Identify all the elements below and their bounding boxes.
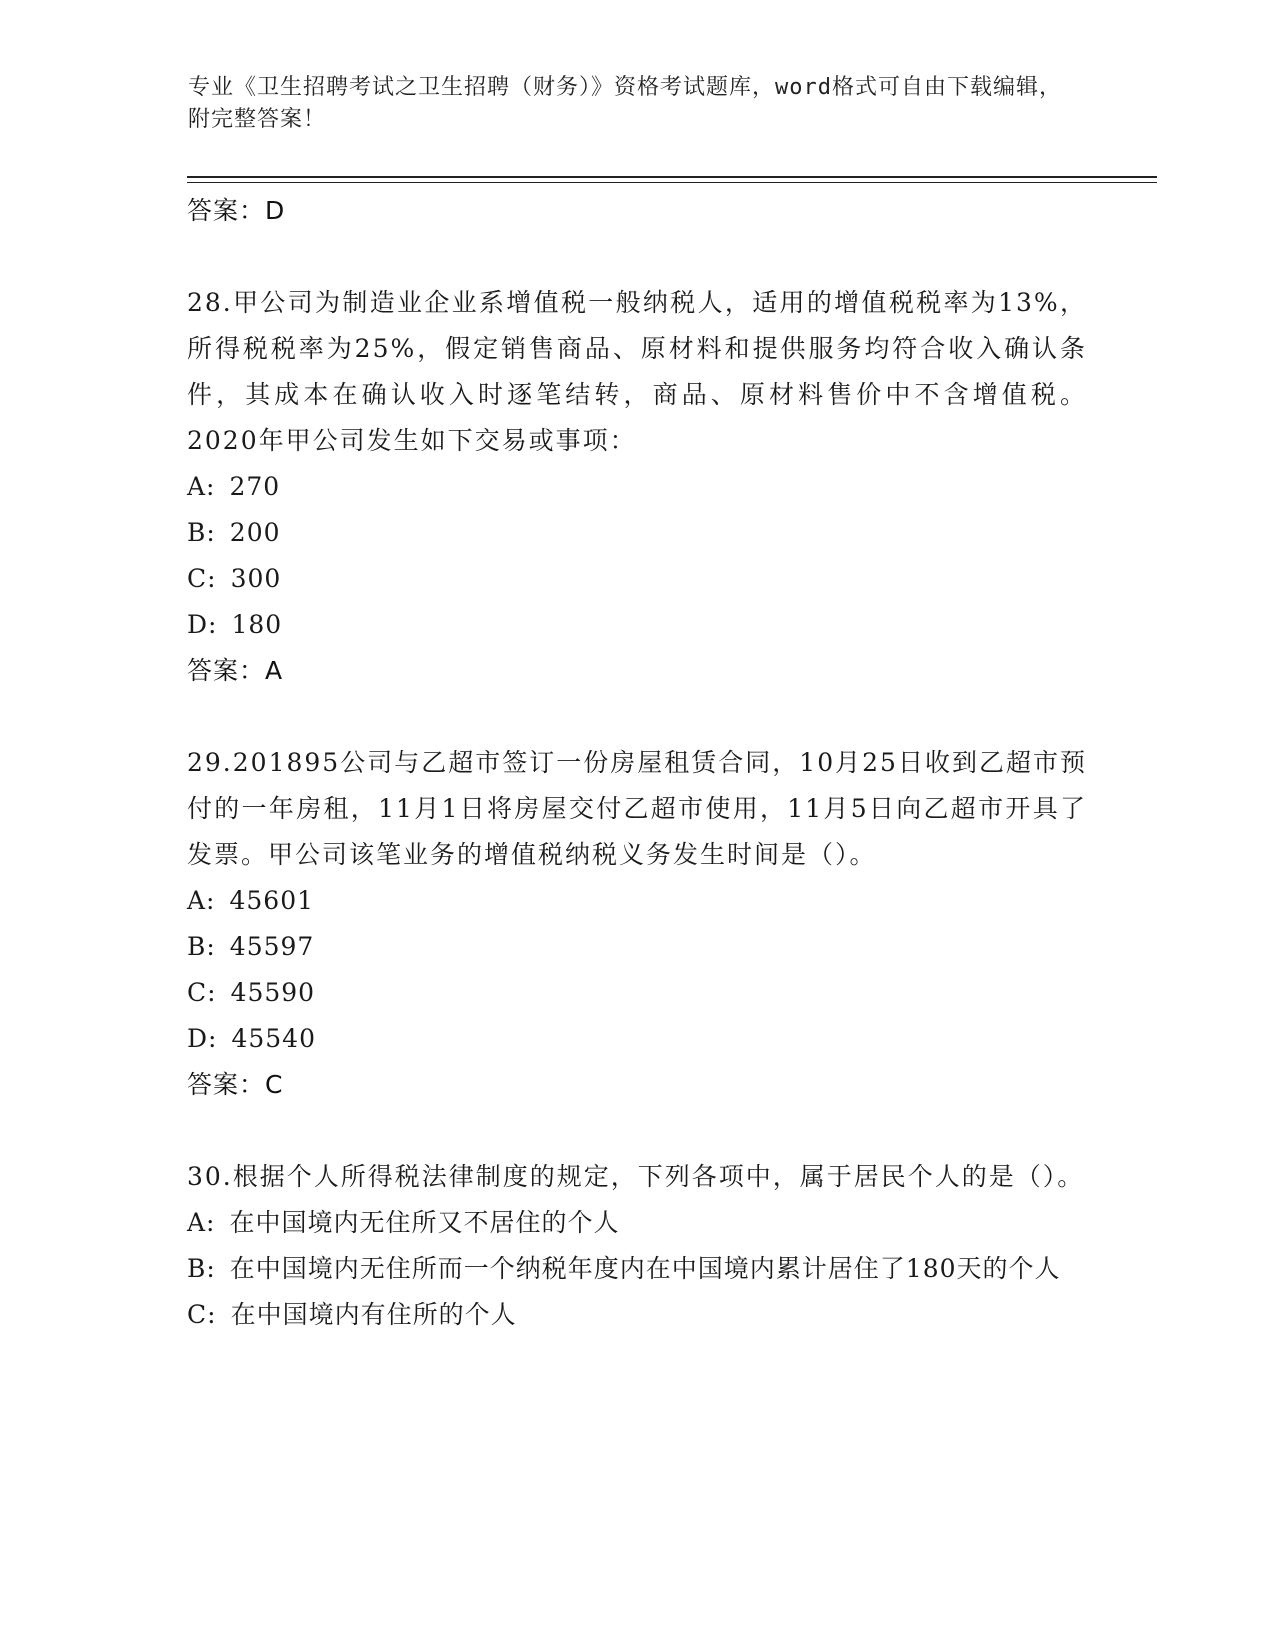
option-text: 在中国境内有住所的个人 [230, 1300, 517, 1329]
option-label: C: [187, 1300, 217, 1329]
question-29-answer: 答案：C [187, 1070, 284, 1099]
option-text: 在中国境内无住所而一个纳税年度内在中国境内累计居住了180天的个人 [229, 1254, 1061, 1283]
question-29-option-b [187, 924, 1087, 970]
option-label: C: [187, 564, 217, 593]
option-label: C: [187, 978, 217, 1007]
option-text: 45597 [229, 932, 315, 961]
question-28-answer: 答案：A [187, 656, 284, 685]
option-text: 45601 [229, 886, 315, 915]
question-29-option-c [187, 970, 1087, 1016]
option-label: A: [187, 1208, 216, 1237]
option-label: B: [187, 518, 216, 547]
question-30-text: 30.根据个人所得税法律制度的规定，下列各项中，属于居民个人的是（）。 [187, 1162, 1085, 1191]
question-28-option-b [187, 510, 1087, 556]
option-label: A: [187, 886, 216, 915]
option-label: D: [187, 610, 218, 639]
question-28-option-c [187, 556, 1087, 602]
question-28-option-a [187, 464, 1087, 510]
option-label: B: [187, 932, 216, 961]
option-text: 270 [229, 472, 281, 501]
question-30-option-b [187, 1246, 1087, 1292]
question-30-option-a [187, 1200, 1087, 1246]
option-text: 45540 [231, 1024, 316, 1053]
question-28-text: 28.甲公司为制造业企业系增值税一般纳税人，适用的增值税税率为13%，所得税税率为25%，假定销售商品、原材料和提供服务均符合收入确认条件，其成本在确认收入时逐笔结转，商品、原材料售价中不含增值税。2020年甲公司发生如下交易或事项： [187, 288, 1087, 455]
option-label: A: [187, 472, 216, 501]
header-divider-thin [187, 182, 1157, 183]
option-label: B: [187, 1254, 216, 1283]
option-text: 180 [231, 610, 283, 639]
question-29-text: 29.201895公司与乙超市签订一份房屋租赁合同，10月25日收到乙超市预付的一年房租，11月1日将房屋交付乙超市使用，11月5日向乙超市开具了发票。甲公司该笔业务的增值税纳税义务发生时间是（）。 [187, 748, 1087, 869]
question-29-option-d [187, 1016, 1087, 1062]
option-label: D: [187, 1024, 218, 1053]
page-header: 专业《卫生招聘考试之卫生招聘（财务）》资格考试题库，word格式可自由下载编辑，附完整答案！ [188, 75, 1062, 132]
question-list [187, 188, 1087, 1338]
option-text: 在中国境内无住所又不居住的个人 [229, 1208, 620, 1237]
header-divider-thick [187, 176, 1157, 178]
previous-answer: 答案：D [187, 196, 286, 225]
option-text: 200 [229, 518, 281, 547]
option-text: 45590 [230, 978, 316, 1007]
option-text: 300 [230, 564, 282, 593]
question-30-option-c [187, 1292, 1087, 1338]
question-28-option-d [187, 602, 1087, 648]
question-29-option-a [187, 878, 1087, 924]
